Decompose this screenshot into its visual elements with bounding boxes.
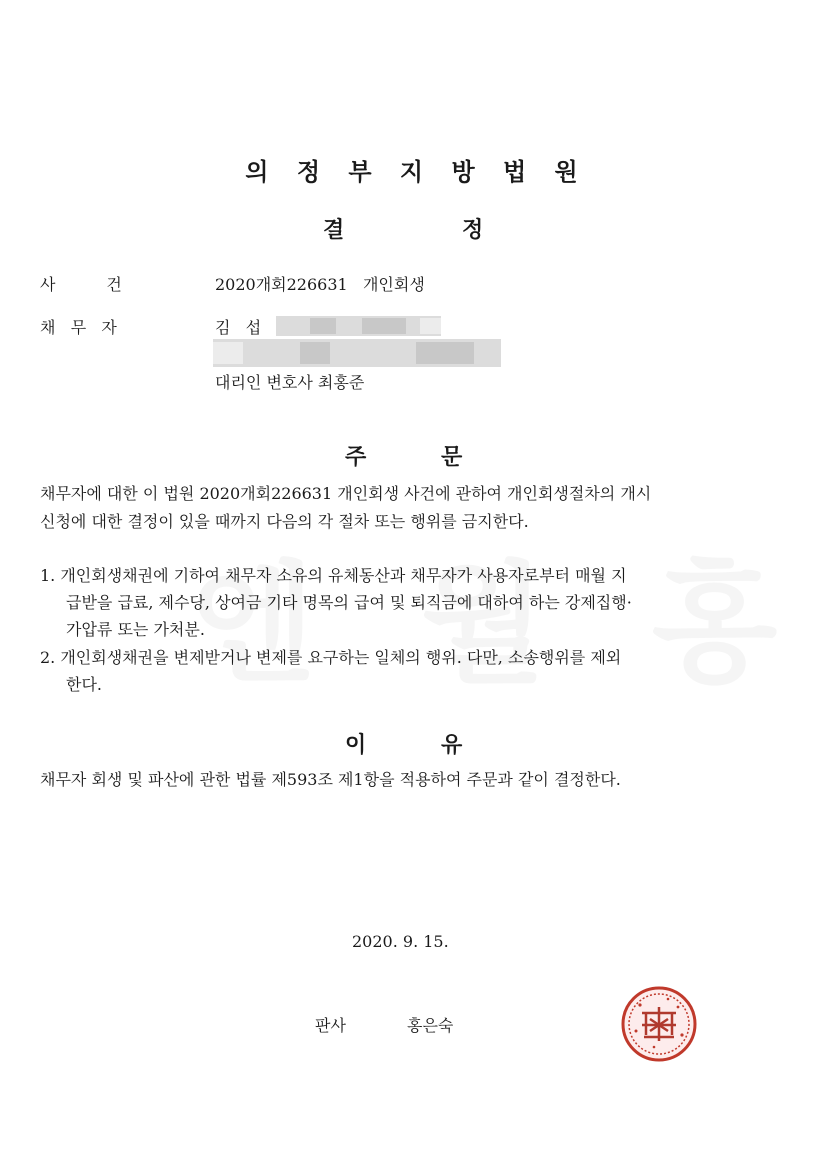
judge-seal [620, 985, 698, 1063]
order-item-2-line2: 한다. [66, 675, 102, 694]
order-item-2-line1: 2. 개인회생채권을 변제받거나 변제를 요구하는 일체의 행위. 다만, 소송행위를 제외 [40, 648, 622, 667]
reason-heading-right: 유 [441, 733, 463, 758]
order-item-1-line2: 급받을 급료, 제수당, 상여금 기타 명목의 급여 및 퇴직금에 대하여 하는 강제집행· [66, 593, 632, 612]
doc-title-left: 결 [323, 218, 345, 243]
watermark [190, 520, 807, 707]
order-heading-left: 주 [345, 445, 367, 470]
reason-text: 채무자 회생 및 파산에 관한 법률 제593조 제1항을 적용하여 주문과 같이 결정한다. [40, 770, 621, 789]
debtor-label: 채 무 자 [40, 318, 117, 337]
debtor-name: 김 섭 [215, 318, 262, 337]
reason-heading-left: 이 [345, 733, 367, 758]
judge-name: 홍은숙 [407, 1016, 454, 1035]
order-intro-line2: 신청에 대한 결정이 있을 때까지 다음의 각 절차 또는 행위를 금지한다. [40, 512, 529, 531]
debtor-agent: 대리인 변호사 최홍준 [215, 373, 365, 392]
order-intro-line1: 채무자에 대한 이 법원 2020개회226631 개인회생 사건에 관하여 개인회생절차의 개시 [40, 484, 652, 503]
order-item-1-line1: 1. 개인회생채권에 기하여 채무자 소유의 유체동산과 채무자가 사용자로부터 매월 지 [40, 566, 627, 585]
case-value: 2020개회226631 개인회생 [215, 275, 425, 294]
order-heading-right: 문 [441, 445, 463, 470]
court-name: 의 정 부 지 방 법 원 [245, 158, 588, 186]
decision-date: 2020. 9. 15. [352, 932, 449, 951]
case-label: 사 건 [40, 275, 122, 294]
judge-title: 판사 [315, 1016, 346, 1035]
doc-title-right: 정 [462, 218, 484, 243]
order-item-1-line3: 가압류 또는 가처분. [66, 620, 205, 639]
